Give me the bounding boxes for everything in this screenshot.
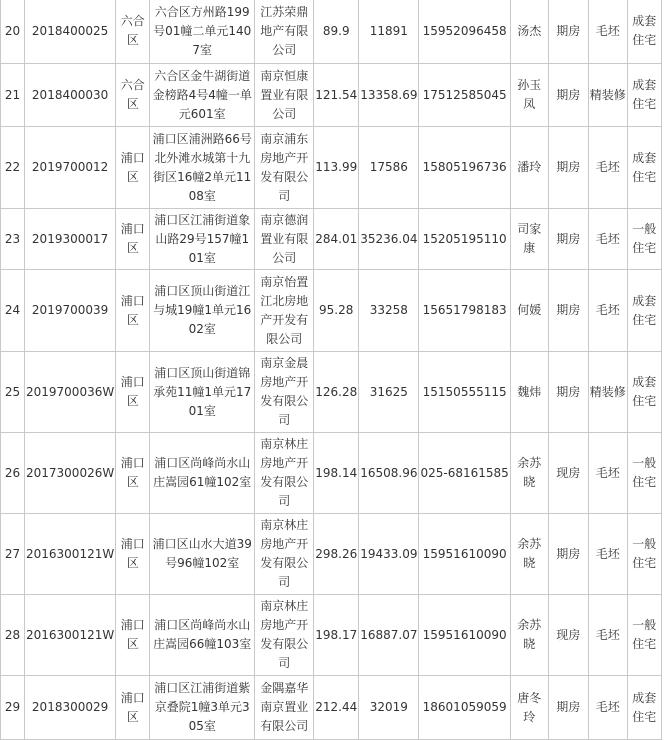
unit-price-cell: 16887.07 xyxy=(359,595,419,676)
row-number-cell: 27 xyxy=(1,514,25,595)
usage-cell: 一般住宅 xyxy=(627,595,661,676)
row-number-cell: 23 xyxy=(1,209,25,270)
decoration-cell: 毛坯 xyxy=(588,433,627,514)
table-row xyxy=(1,0,662,64)
table-row xyxy=(1,64,662,127)
usage-cell: 成套住宅 xyxy=(627,127,661,209)
usage-cell: 一般住宅 xyxy=(627,209,661,270)
buyer-name-cell: 孙玉凤 xyxy=(510,64,548,127)
developer-cell: 南京德润置业有限公司 xyxy=(255,209,314,270)
area-cell: 89.9 xyxy=(314,0,359,64)
house-type-cell: 期房 xyxy=(548,270,588,352)
table-row xyxy=(1,514,662,595)
table-row xyxy=(1,595,662,676)
decoration-cell: 毛坯 xyxy=(588,676,627,740)
record-code-cell: 2016300121W xyxy=(25,514,116,595)
record-code-cell: 2019700036W xyxy=(25,352,116,433)
decoration-cell: 毛坯 xyxy=(588,595,627,676)
table-row xyxy=(1,209,662,270)
buyer-name-cell: 余苏晓 xyxy=(510,514,548,595)
developer-cell: 南京林庄房地产开发有限公司 xyxy=(255,595,314,676)
area-cell: 298.26 xyxy=(314,514,359,595)
unit-price-cell: 31625 xyxy=(359,352,419,433)
phone-cell: 025-68161585 xyxy=(419,433,510,514)
area-cell: 95.28 xyxy=(314,270,359,352)
row-number-cell: 24 xyxy=(1,270,25,352)
table-row xyxy=(1,433,662,514)
usage-cell: 成套住宅 xyxy=(627,676,661,740)
developer-cell: 金隅嘉华南京置业有限公司 xyxy=(255,676,314,740)
developer-cell: 南京恒康置业有限公司 xyxy=(255,64,314,127)
district-cell: 浦口区 xyxy=(116,352,150,433)
house-type-cell: 期房 xyxy=(548,127,588,209)
house-type-cell: 期房 xyxy=(548,514,588,595)
decoration-cell: 毛坯 xyxy=(588,209,627,270)
decoration-cell: 精装修 xyxy=(588,64,627,127)
developer-cell: 江苏荣鼎地产有限公司 xyxy=(255,0,314,64)
phone-cell: 15951610090 xyxy=(419,595,510,676)
table-row xyxy=(1,352,662,433)
developer-cell: 南京金晨房地产开发有限公司 xyxy=(255,352,314,433)
district-cell: 浦口区 xyxy=(116,127,150,209)
address-cell: 浦口区顶山街道江与城19幢1单元1602室 xyxy=(150,270,255,352)
developer-cell: 南京怡置江北房地产开发有限公司 xyxy=(255,270,314,352)
record-code-cell: 2018400030 xyxy=(25,64,116,127)
house-type-cell: 期房 xyxy=(548,209,588,270)
unit-price-cell: 19433.09 xyxy=(359,514,419,595)
area-cell: 212.44 xyxy=(314,676,359,740)
buyer-name-cell: 魏炜 xyxy=(510,352,548,433)
row-number-cell: 26 xyxy=(1,433,25,514)
usage-cell: 成套住宅 xyxy=(627,270,661,352)
unit-price-cell: 32019 xyxy=(359,676,419,740)
phone-cell: 18601059059 xyxy=(419,676,510,740)
record-code-cell: 2019700012 xyxy=(25,127,116,209)
unit-price-cell: 33258 xyxy=(359,270,419,352)
usage-cell: 一般住宅 xyxy=(627,514,661,595)
decoration-cell: 毛坯 xyxy=(588,0,627,64)
area-cell: 126.28 xyxy=(314,352,359,433)
house-type-cell: 期房 xyxy=(548,64,588,127)
house-type-cell: 期房 xyxy=(548,676,588,740)
buyer-name-cell: 余苏晓 xyxy=(510,595,548,676)
row-number-cell: 29 xyxy=(1,676,25,740)
address-cell: 浦口区江浦街道紫京叠院1幢3单元305室 xyxy=(150,676,255,740)
phone-cell: 15205195110 xyxy=(419,209,510,270)
table-row xyxy=(1,127,662,209)
table-row xyxy=(1,676,662,740)
address-cell: 浦口区顶山街道锦承苑11幢1单元1701室 xyxy=(150,352,255,433)
row-number-cell: 25 xyxy=(1,352,25,433)
address-cell: 浦口区江浦街道象山路29号157幢101室 xyxy=(150,209,255,270)
table-row xyxy=(1,270,662,352)
buyer-name-cell: 余苏晓 xyxy=(510,433,548,514)
record-code-cell: 2018400025 xyxy=(25,0,116,64)
buyer-name-cell: 唐冬玲 xyxy=(510,676,548,740)
district-cell: 浦口区 xyxy=(116,270,150,352)
developer-cell: 南京林庄房地产开发有限公司 xyxy=(255,433,314,514)
row-number-cell: 21 xyxy=(1,64,25,127)
unit-price-cell: 17586 xyxy=(359,127,419,209)
decoration-cell: 毛坯 xyxy=(588,514,627,595)
area-cell: 121.54 xyxy=(314,64,359,127)
record-code-cell: 2017300026W xyxy=(25,433,116,514)
developer-cell: 南京浦东房地产开发有限公司 xyxy=(255,127,314,209)
unit-price-cell: 13358.69 xyxy=(359,64,419,127)
row-number-cell: 20 xyxy=(1,0,25,64)
record-code-cell: 2018300029 xyxy=(25,676,116,740)
district-cell: 浦口区 xyxy=(116,433,150,514)
district-cell: 浦口区 xyxy=(116,676,150,740)
phone-cell: 15805196736 xyxy=(419,127,510,209)
decoration-cell: 精装修 xyxy=(588,352,627,433)
house-type-cell: 期房 xyxy=(548,352,588,433)
record-code-cell: 2019300017 xyxy=(25,209,116,270)
district-cell: 六合区 xyxy=(116,0,150,64)
address-cell: 浦口区山水大道39号96幢102室 xyxy=(150,514,255,595)
address-cell: 浦口区尚峰尚水山庄嵩园66幢103室 xyxy=(150,595,255,676)
house-type-cell: 现房 xyxy=(548,595,588,676)
usage-cell: 成套住宅 xyxy=(627,64,661,127)
phone-cell: 15150555115 xyxy=(419,352,510,433)
row-number-cell: 28 xyxy=(1,595,25,676)
area-cell: 113.99 xyxy=(314,127,359,209)
house-type-cell: 期房 xyxy=(548,0,588,64)
address-cell: 浦口区尚峰尚水山庄嵩园61幢102室 xyxy=(150,433,255,514)
district-cell: 六合区 xyxy=(116,64,150,127)
buyer-name-cell: 潘玲 xyxy=(510,127,548,209)
record-code-cell: 2019700039 xyxy=(25,270,116,352)
phone-cell: 15951610090 xyxy=(419,514,510,595)
usage-cell: 一般住宅 xyxy=(627,433,661,514)
unit-price-cell: 11891 xyxy=(359,0,419,64)
address-cell: 浦口区浦洲路66号北外滩水城第十九街区16幢2单元1108室 xyxy=(150,127,255,209)
phone-cell: 17512585045 xyxy=(419,64,510,127)
district-cell: 浦口区 xyxy=(116,595,150,676)
buyer-name-cell: 司家康 xyxy=(510,209,548,270)
district-cell: 浦口区 xyxy=(116,514,150,595)
phone-cell: 15651798183 xyxy=(419,270,510,352)
usage-cell: 成套住宅 xyxy=(627,0,661,64)
area-cell: 284.01 xyxy=(314,209,359,270)
district-cell: 浦口区 xyxy=(116,209,150,270)
developer-cell: 南京林庄房地产开发有限公司 xyxy=(255,514,314,595)
usage-cell: 成套住宅 xyxy=(627,352,661,433)
area-cell: 198.17 xyxy=(314,595,359,676)
phone-cell: 15952096458 xyxy=(419,0,510,64)
address-cell: 六合区方州路199号01幢二单元1407室 xyxy=(150,0,255,64)
unit-price-cell: 16508.96 xyxy=(359,433,419,514)
unit-price-cell: 35236.04 xyxy=(359,209,419,270)
buyer-name-cell: 汤杰 xyxy=(510,0,548,64)
address-cell: 六合区金牛湖街道金榜路4号4幢一单元601室 xyxy=(150,64,255,127)
buyer-name-cell: 何媛 xyxy=(510,270,548,352)
decoration-cell: 毛坯 xyxy=(588,127,627,209)
decoration-cell: 毛坯 xyxy=(588,270,627,352)
row-number-cell: 22 xyxy=(1,127,25,209)
area-cell: 198.14 xyxy=(314,433,359,514)
record-code-cell: 2016300121W xyxy=(25,595,116,676)
house-type-cell: 现房 xyxy=(548,433,588,514)
